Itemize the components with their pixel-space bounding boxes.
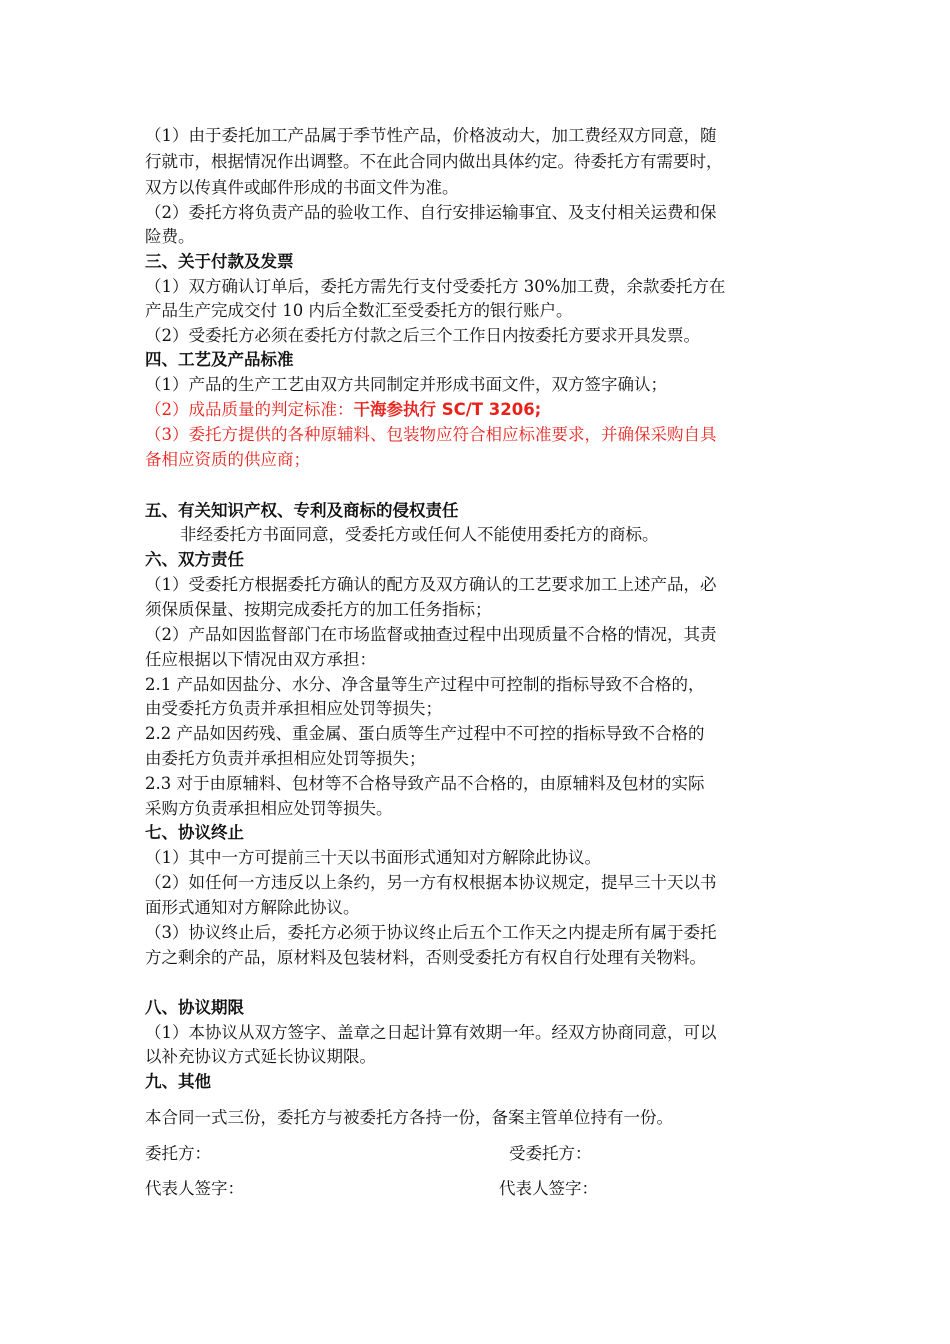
paragraph-line: 险费。 [145, 227, 195, 246]
paragraph-line: 以补充协议方式延长协议期限。 [145, 1047, 376, 1066]
paragraph-line: （2）受委托方必须在委托方付款之后三个工作日内按委托方要求开具发票。 [145, 326, 700, 345]
paragraph-line: 任应根据以下情况由双方承担： [145, 650, 376, 669]
paragraph-line: （1）受委托方根据委托方确认的配方及双方确认的工艺要求加工上述产品，必 [145, 575, 717, 594]
paragraph-line: （3）协议终止后，委托方必须于协议终止后五个工作天之内提走所有属于委托 [145, 923, 717, 942]
paragraph-line: 产品生产完成交付 10 内后全数汇至受委托方的银行账户。 [145, 301, 573, 320]
quality-standard-label: 成品质量的判定标准： [188, 400, 354, 419]
paragraph-line: （2）委托方将负责产品的验收工作、自行安排运输事宜、及支付相关运费和保 [145, 203, 717, 222]
paragraph-line: 面形式通知对方解除此协议。 [145, 898, 360, 917]
paragraph-line: 须保质保量、按期完成委托方的加工任务指标； [145, 600, 492, 619]
section-heading-responsibility: 六、双方责任 [145, 550, 244, 569]
principal-label: 委托方： [145, 1144, 211, 1163]
paragraph-line: （1）由于委托加工产品属于季节性产品，价格波动大，加工费经双方同意，随 [145, 126, 717, 145]
paragraph-line: 由受委托方负责并承担相应处罚等损失； [145, 699, 442, 718]
paragraph-line: 方之剩余的产品，原材料及包装材料，否则受委托方有权自行处理有关物料。 [145, 948, 706, 967]
paragraph-line: 由委托方负责并承担相应处罚等损失； [145, 749, 426, 768]
section-heading-standards: 四、工艺及产品标准 [145, 350, 294, 369]
quality-standard-value: 干海参执行 SC/T 3206; [353, 400, 542, 419]
paragraph-line-red: 备相应资质的供应商； [145, 450, 310, 469]
section-heading-payment: 三、关于付款及发票 [145, 252, 294, 271]
principal-signature-label: 代表人签字： [145, 1179, 244, 1198]
paragraph-line: （2）如任何一方违反以上条约，另一方有权根据本协议规定，提早三十天以书 [145, 873, 717, 892]
paragraph-line: 2.3 对于由原辅料、包材等不合格导致产品不合格的，由原辅料及包材的实际 [145, 774, 705, 793]
section-heading-term: 八、协议期限 [145, 998, 244, 1017]
paragraph-line: 2.2 产品如因药残、重金属、蛋白质等生产过程中不可控的指标导致不合格的 [145, 724, 705, 743]
quality-standard-line [145, 398, 541, 422]
paragraph-line: （1）本协议从双方签字、盖章之日起计算有效期一年。经双方协商同意，可以 [145, 1023, 717, 1042]
section-heading-ip: 五、有关知识产权、专利及商标的侵权责任 [145, 501, 459, 520]
paragraph-line: （2）产品如因监督部门在市场监督或抽查过程中出现质量不合格的情况，其责 [145, 625, 717, 644]
paragraph-line: 非经委托方书面同意，受委托方或任何人不能使用委托方的商标。 [180, 525, 659, 544]
section-heading-termination: 七、协议终止 [145, 823, 244, 842]
agent-signature-label: 代表人签字： [499, 1179, 598, 1198]
paragraph-line: 采购方负责承担相应处罚等损失。 [145, 799, 393, 818]
paragraph-line: （1）产品的生产工艺由双方共同制定并形成书面文件，双方签字确认； [145, 375, 667, 394]
paragraph-line: 2.1 产品如因盐分、水分、净含量等生产过程中可控制的指标导致不合格的， [145, 675, 705, 694]
item-number: （2） [145, 400, 189, 419]
paragraph-line: （1）其中一方可提前三十天以书面形式通知对方解除此协议。 [145, 848, 601, 867]
section-heading-other: 九、其他 [145, 1072, 211, 1091]
paragraph-line: 行就市，根据情况作出调整。不在此合同内做出具体约定。待委托方有需要时， [145, 152, 723, 171]
paragraph-line: 双方以传真件或邮件形成的书面文件为准。 [145, 178, 459, 197]
paragraph-line: （1）双方确认订单后，委托方需先行支付受委托方 30%加工费，余款委托方在 [145, 277, 726, 296]
agent-label: 受委托方： [509, 1144, 592, 1163]
paragraph-line: 本合同一式三份，委托方与被委托方各持一份，备案主管单位持有一份。 [145, 1108, 673, 1127]
paragraph-line-red: （3）委托方提供的各种原辅料、包装物应符合相应标准要求，并确保采购自具 [145, 425, 717, 444]
